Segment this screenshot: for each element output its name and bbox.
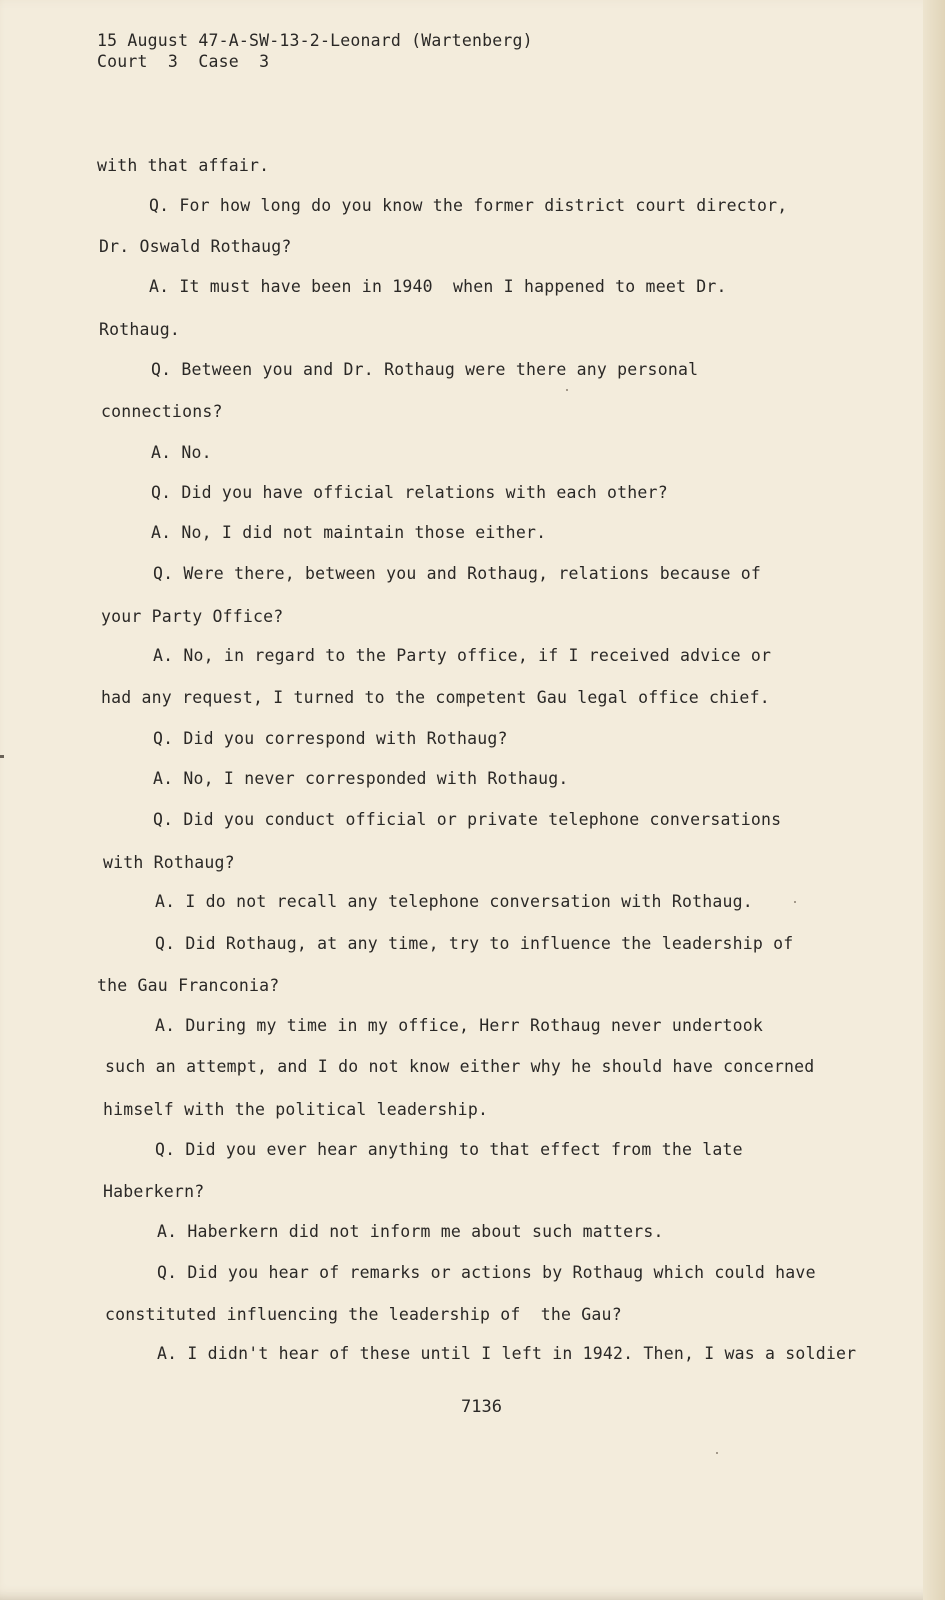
- text-line: connections?: [101, 402, 223, 421]
- header-line-1: 15 August 47-A-SW-13-2-Leonard (Wartenberg): [97, 31, 533, 50]
- text-line: A. It must have been in 1940 when I happened to meet Dr.: [149, 277, 727, 296]
- text-line: himself with the political leadership.: [103, 1100, 489, 1119]
- text-line: Rothaug.: [99, 320, 181, 339]
- text-line: Q. Did you correspond with Rothaug?: [153, 729, 508, 748]
- text-line: Haberkern?: [103, 1182, 205, 1201]
- page-number: 7136: [461, 1397, 502, 1417]
- text-line: such an attempt, and I do not know either why he should have concerned: [105, 1057, 815, 1076]
- paper-speck: [716, 1452, 718, 1454]
- text-line: A. No.: [151, 443, 212, 462]
- text-line: Q. Did you have official relations with each other?: [151, 483, 668, 502]
- text-line: Q. Did you ever hear anything to that effect from the late: [155, 1140, 743, 1159]
- text-line: A. No, in regard to the Party office, if I received advice or: [153, 646, 772, 665]
- header-line-2: Court 3 Case 3: [97, 52, 270, 71]
- text-line: with Rothaug?: [103, 853, 235, 872]
- text-line: Q. For how long do you know the former district court director,: [149, 196, 788, 215]
- text-line: the Gau Franconia?: [97, 976, 280, 995]
- text-line: with that affair.: [97, 156, 270, 175]
- text-line: A. No, I did not maintain those either.: [151, 523, 547, 542]
- text-line: Q. Did you conduct official or private telephone conversations: [153, 810, 782, 829]
- paper-speck: [794, 901, 796, 903]
- margin-mark: [0, 755, 4, 758]
- text-line: A. During my time in my office, Herr Rothaug never undertook: [155, 1016, 764, 1035]
- text-line: A. I do not recall any telephone conversation with Rothaug.: [155, 892, 753, 911]
- text-line: A. Haberkern did not inform me about such matters.: [157, 1222, 664, 1241]
- text-line: Dr. Oswald Rothaug?: [99, 237, 292, 256]
- text-line: Q. Did you hear of remarks or actions by Rothaug which could have: [157, 1263, 816, 1282]
- page-edge-shadow: [923, 0, 945, 1600]
- text-line: had any request, I turned to the competent Gau legal office chief.: [101, 688, 770, 707]
- text-line: A. I didn't hear of these until I left in 1942. Then, I was a soldier: [157, 1344, 857, 1363]
- text-line: A. No, I never corresponded with Rothaug.: [153, 769, 569, 788]
- text-line: Q. Were there, between you and Rothaug, relations because of: [153, 564, 762, 583]
- text-line: constituted influencing the leadership of the Gau?: [105, 1305, 622, 1324]
- text-line: Q. Between you and Dr. Rothaug were there any personal: [151, 360, 699, 379]
- text-line: your Party Office?: [101, 607, 284, 626]
- paper-speck: [566, 389, 568, 391]
- text-line: Q. Did Rothaug, at any time, try to influence the leadership of: [155, 934, 794, 953]
